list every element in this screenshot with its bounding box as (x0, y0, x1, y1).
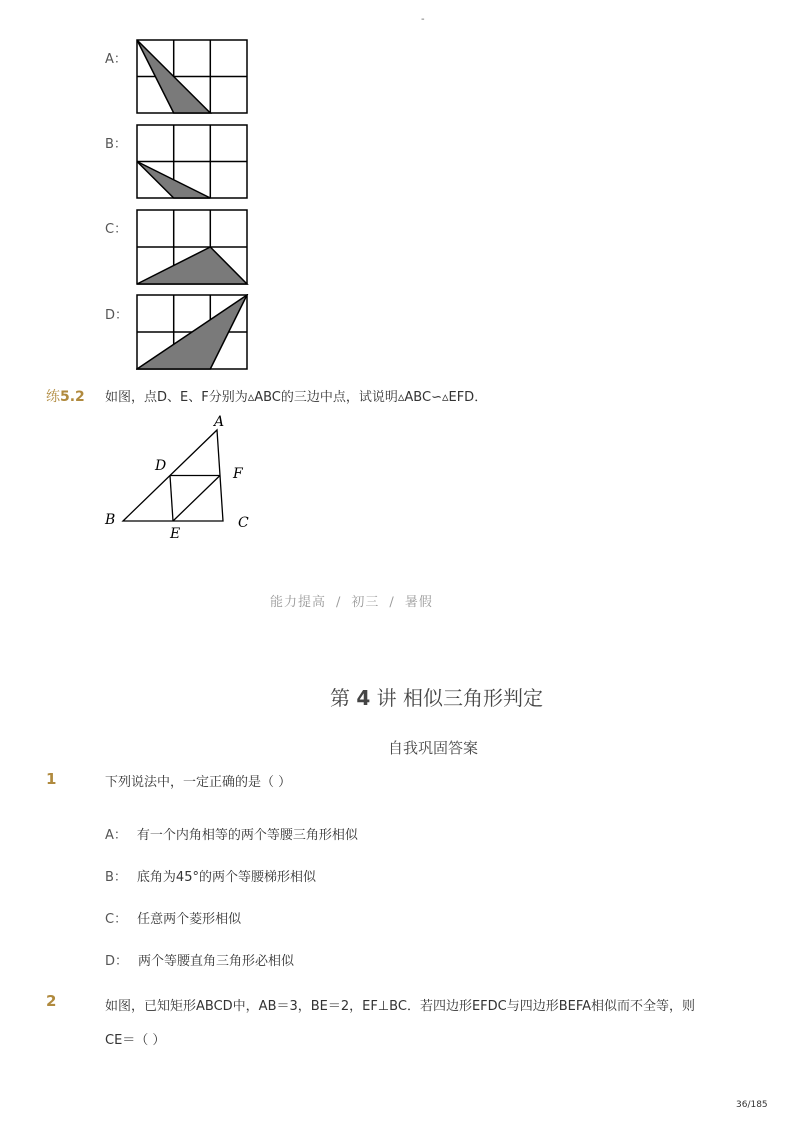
exercise-number: 5.2 (60, 389, 85, 405)
choice-a-label: A： (105, 828, 127, 843)
choice-a (105, 824, 358, 843)
page-number: 36/185 (736, 1100, 768, 1110)
option-a-figure (136, 39, 249, 114)
option-c-label: C： (105, 222, 128, 237)
section-subtitle: 自我巩固答案 (388, 739, 479, 757)
question-1-number: 1 (46, 770, 57, 788)
choice-d-text: 两个等腰直角三角形必相似 (138, 954, 295, 969)
exercise-prefix: 练 (46, 389, 60, 405)
footer-course: 能力提高 (270, 595, 327, 610)
lecture-pre: 第 (330, 686, 350, 710)
option-d-label: D： (105, 308, 129, 323)
choice-b-label: B： (105, 870, 127, 885)
lecture-num: 4 (356, 686, 371, 710)
exercise-label (46, 386, 85, 406)
footer-sep-2: / (389, 595, 395, 610)
question-2-text: 如图，已知矩形ABCD中，AB＝3，BE＝2，EF⊥BC．若四边形EFDC与四边形BEFA相似而不全等，则CE＝（ ） (105, 999, 696, 1048)
course-footer (270, 591, 433, 610)
question-2-number: 2 (46, 992, 57, 1010)
choice-c-label: C： (105, 912, 128, 927)
footer-term: 暑假 (404, 595, 433, 610)
label-f: F (233, 466, 243, 482)
option-c-figure (136, 209, 249, 286)
exercise-text: 如图，点D、E、F分别为▵ABC的三边中点，试说明▵ABC∽▵EFD． (105, 390, 488, 405)
choice-c-text: 任意两个菱形相似 (137, 912, 242, 927)
choice-d-label: D： (105, 954, 129, 969)
label-d: D (155, 458, 167, 474)
option-d-figure (136, 294, 249, 371)
choice-b-text: 底角为45°的两个等腰梯形相似 (136, 870, 316, 885)
choice-a-text: 有一个内角相等的两个等腰三角形相似 (136, 828, 358, 843)
label-a: A (214, 414, 225, 430)
option-a-label: A： (105, 52, 127, 67)
label-c: C (238, 515, 249, 531)
option-b-label: B： (105, 137, 127, 152)
choice-d (105, 950, 294, 969)
question-1-text: 下列说法中，一定正确的是（ ） (105, 775, 292, 790)
top-mark: - (421, 14, 425, 25)
lecture-post: 讲 相似三角形判定 (376, 686, 543, 710)
footer-sep-1: / (336, 595, 342, 610)
choice-c (105, 908, 241, 927)
label-e: E (170, 526, 181, 542)
shaded-triangle-c (137, 247, 247, 284)
label-b: B (105, 512, 116, 528)
option-b-figure (136, 124, 249, 199)
lecture-title (330, 682, 543, 711)
choice-b (105, 866, 316, 885)
triangle-figure (100, 410, 260, 545)
footer-grade: 初三 (351, 595, 380, 610)
